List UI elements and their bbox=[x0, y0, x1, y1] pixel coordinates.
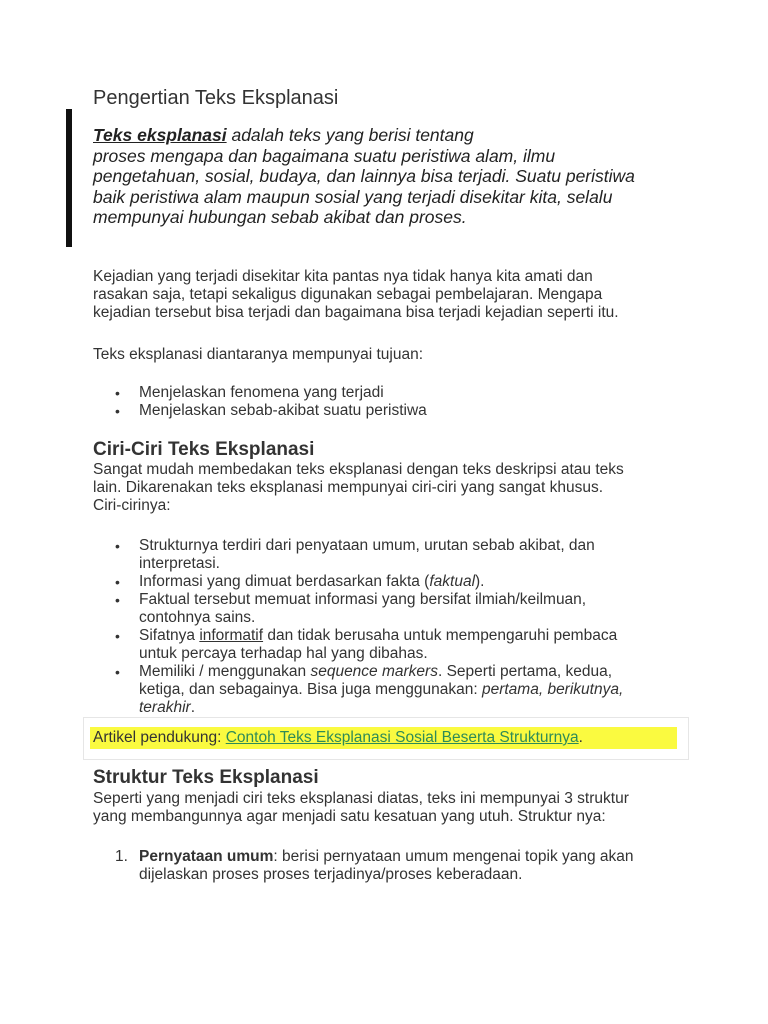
list-item: • Sifatnya informatif dan tidak berusaha untuk mempengaruhi pembaca untuk percaya terhadap hal yang dibahas. bbox=[93, 627, 623, 663]
list-item: • Menjelaskan sebab-akibat suatu peristiwa bbox=[93, 402, 427, 420]
paragraph-kejadian: Kejadian yang terjadi disekitar kita pantas nya tidak hanya kita amati dan rasakan saja, tetapi sekaligus digunakan sebagai pembelajaran. Mengapa kejadian tersebut bisa terjadi dan bagaimana bisa terjadi kejadian seperti itu. bbox=[93, 268, 619, 321]
list-item: • Memiliki / menggunakan sequence markers. Seperti pertama, kedua, ketiga, dan sebagainya. Bisa juga menggunakan: pertama, berikutnya, terakhir. bbox=[93, 663, 623, 717]
definition-quote: Teks eksplanasi adalah teks yang berisi tentang proses mengapa dan bagaimana suatu peristiwa alam, ilmu pengetahuan, sosial, budaya, dan lainnya bisa terjadi. Suatu peristiwa baik peristiwa alam maupun sosial yang terjadi disekitar kita, selalu mempunyai hubungan sebab akibat dan proses. bbox=[93, 125, 635, 227]
term-teks-eksplanasi: Teks eksplanasi bbox=[93, 125, 227, 145]
artikel-pendukung: Artikel pendukung: Contoh Teks Eksplanasi Sosial Beserta Strukturnya. bbox=[93, 729, 583, 746]
section-title-ciri: Ciri-Ciri Teks Eksplanasi bbox=[93, 439, 315, 460]
list-item: • Menjelaskan fenomena yang terjadi bbox=[93, 384, 427, 402]
goals-list bbox=[93, 384, 427, 420]
list-item: • Informasi yang dimuat berdasarkan fakta (faktual). bbox=[93, 573, 623, 591]
paragraph-tujuan: Teks eksplanasi diantaranya mempunyai tujuan: bbox=[93, 346, 423, 363]
paragraph-ciri: Sangat mudah membedakan teks eksplanasi dengan teks deskripsi atau teks lain. Dikarenakan teks eksplanasi mempunyai ciri-ciri yang sangat khusus. Ciri-cirinya: bbox=[93, 461, 624, 514]
structure-list bbox=[93, 848, 634, 884]
artikel-link[interactable]: Contoh Teks Eksplanasi Sosial Beserta Strukturnya bbox=[225, 729, 579, 746]
section-title-struktur: Struktur Teks Eksplanasi bbox=[93, 767, 319, 788]
list-item: 1. Pernyataan umum: berisi pernyataan umum mengenai topik yang akan dijelaskan proses proses terjadinya/proses keberadaan. bbox=[115, 848, 634, 883]
section-title-pengertian: Pengertian Teks Eksplanasi bbox=[93, 87, 339, 109]
blockquote-bar bbox=[66, 109, 72, 247]
characteristics-list bbox=[93, 537, 623, 717]
list-item: • Faktual tersebut memuat informasi yang bersifat ilmiah/keilmuan, contohnya sains. bbox=[93, 591, 623, 627]
list-item: • Strukturnya terdiri dari penyataan umum, urutan sebab akibat, dan interpretasi. bbox=[93, 537, 623, 573]
paragraph-struktur: Seperti yang menjadi ciri teks eksplanasi diatas, teks ini mempunyai 3 struktur yang membangunnya agar menjadi satu kesatuan yang utuh. Struktur nya: bbox=[93, 790, 629, 825]
